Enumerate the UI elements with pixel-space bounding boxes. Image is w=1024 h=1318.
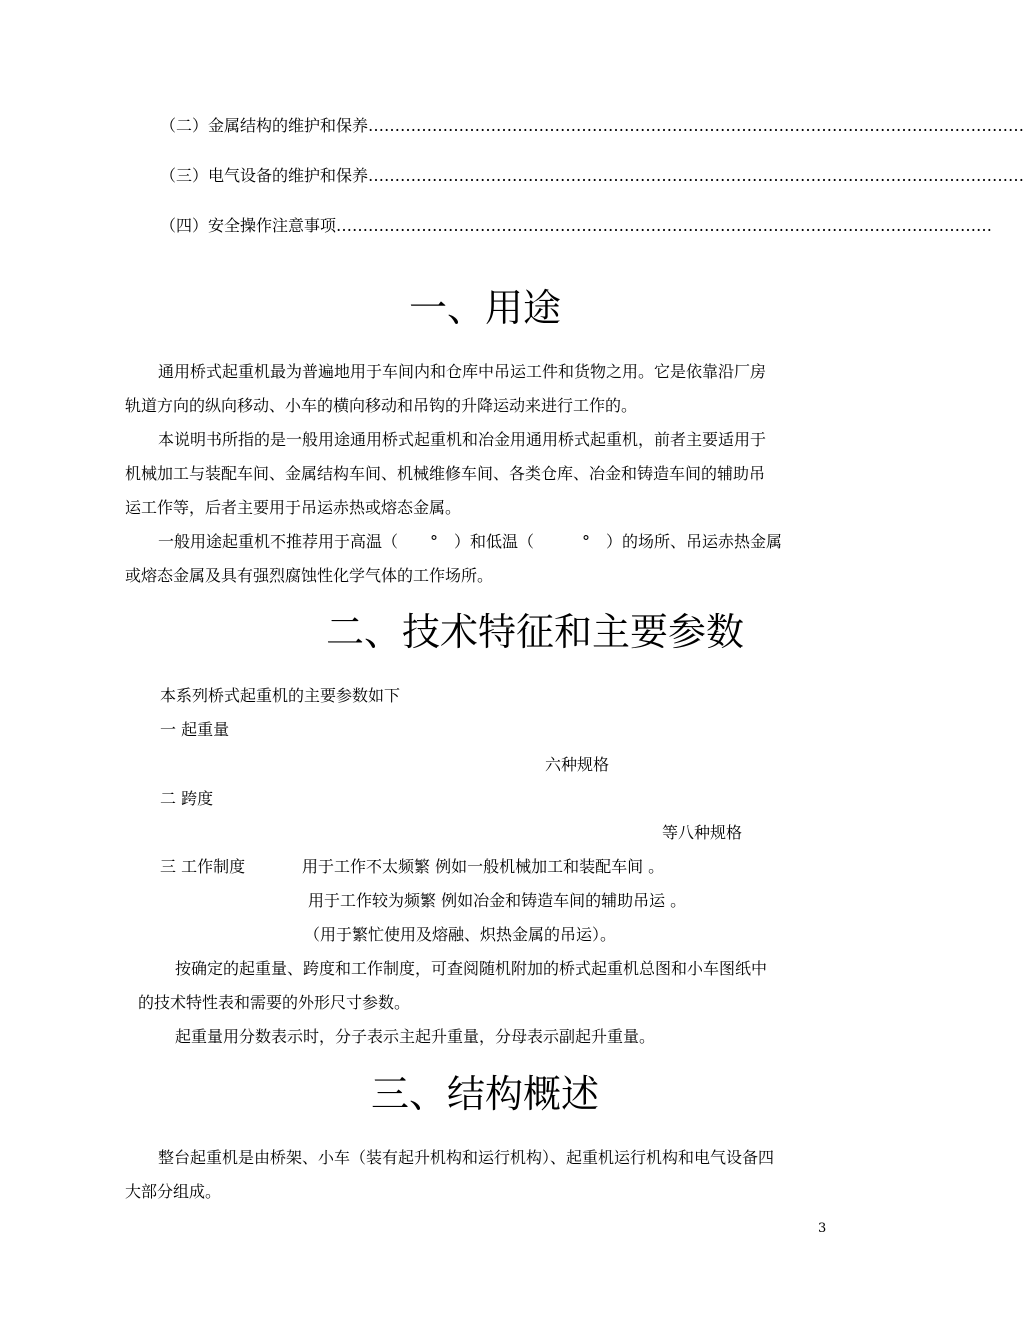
toc-number: （四） xyxy=(160,216,209,235)
toc-title: 金属结构的维护和保养 xyxy=(208,116,369,135)
paragraph-line: 通用桥式起重机最为普遍地用于车间内和仓库中吊运工件和货物之用。它是依靠沿厂房 xyxy=(158,362,767,381)
paragraph-line: 机械加工与装配车间、金属结构车间、机械维修车间、各类仓库、冶金和铸造车间的辅助吊 xyxy=(125,464,766,483)
paragraph-line: 一般用途起重机不推荐用于高温（ ° ）和低温（ ° ）的场所、吊运赤热金属 xyxy=(158,532,783,551)
param-value-capacity: 六种规格 xyxy=(545,755,610,774)
toc-leader: …………………………………………………………………………………………………………… xyxy=(336,216,993,235)
paragraph-line: 本说明书所指的是一般用途通用桥式起重机和冶金用通用桥式起重机，前者主要适用于 xyxy=(158,430,767,449)
toc-title: 安全操作注意事项 xyxy=(208,216,337,235)
toc-number: （三） xyxy=(160,166,209,185)
toc-leader: …………………………………………………………………………………………………………… xyxy=(368,166,1024,185)
toc-entry-2[interactable] xyxy=(160,116,1024,136)
page-number: 3 xyxy=(818,1221,827,1236)
param-duty-line: （用于繁忙使用及熔融、炽热金属的吊运）。 xyxy=(304,925,617,944)
toc-number: （二） xyxy=(160,116,209,135)
param-label-span: 二 跨度 xyxy=(160,789,214,808)
paragraph-line: 按确定的起重量、跨度和工作制度，可查阅随机附加的桥式起重机总图和小车图纸中 xyxy=(175,959,768,978)
paragraph-line: 本系列桥式起重机的主要参数如下 xyxy=(160,686,401,705)
section-heading-tech-params: 二、技术特征和主要参数 xyxy=(326,610,745,654)
paragraph-line: 大部分组成。 xyxy=(125,1182,222,1201)
section-heading-structure: 三、结构概述 xyxy=(371,1072,600,1116)
paragraph-line: 运工作等，后者主要用于吊运赤热或熔态金属。 xyxy=(125,498,462,517)
param-duty-line: 用于工作较为频繁 例如冶金和铸造车间的辅助吊运 。 xyxy=(308,891,687,910)
param-duty-line: 用于工作不太频繁 例如一般机械加工和装配车间 。 xyxy=(302,857,665,876)
toc-entry-3[interactable] xyxy=(160,166,1024,186)
param-label-duty: 三 工作制度 xyxy=(160,857,246,876)
toc-entry-4[interactable] xyxy=(160,216,993,236)
param-label-capacity: 一 起重量 xyxy=(160,720,230,739)
section-heading-usage: 一、用途 xyxy=(409,286,562,330)
paragraph-line: 的技术特性表和需要的外形尺寸参数。 xyxy=(138,993,411,1012)
param-value-span: 等八种规格 xyxy=(662,823,743,842)
toc-title: 电气设备的维护和保养 xyxy=(208,166,369,185)
toc-leader: …………………………………………………………………………………………………………… xyxy=(368,116,1024,135)
paragraph-line: 轨道方向的纵向移动、小车的横向移动和吊钩的升降运动来进行工作的。 xyxy=(125,396,638,415)
paragraph-line: 整台起重机是由桥架、小车（装有起升机构和运行机构）、起重机运行机构和电气设备四 xyxy=(158,1148,775,1167)
paragraph-line: 起重量用分数表示时，分子表示主起升重量，分母表示副起升重量。 xyxy=(175,1027,656,1046)
paragraph-line: 或熔态金属及具有强烈腐蚀性化学气体的工作场所。 xyxy=(125,566,494,585)
